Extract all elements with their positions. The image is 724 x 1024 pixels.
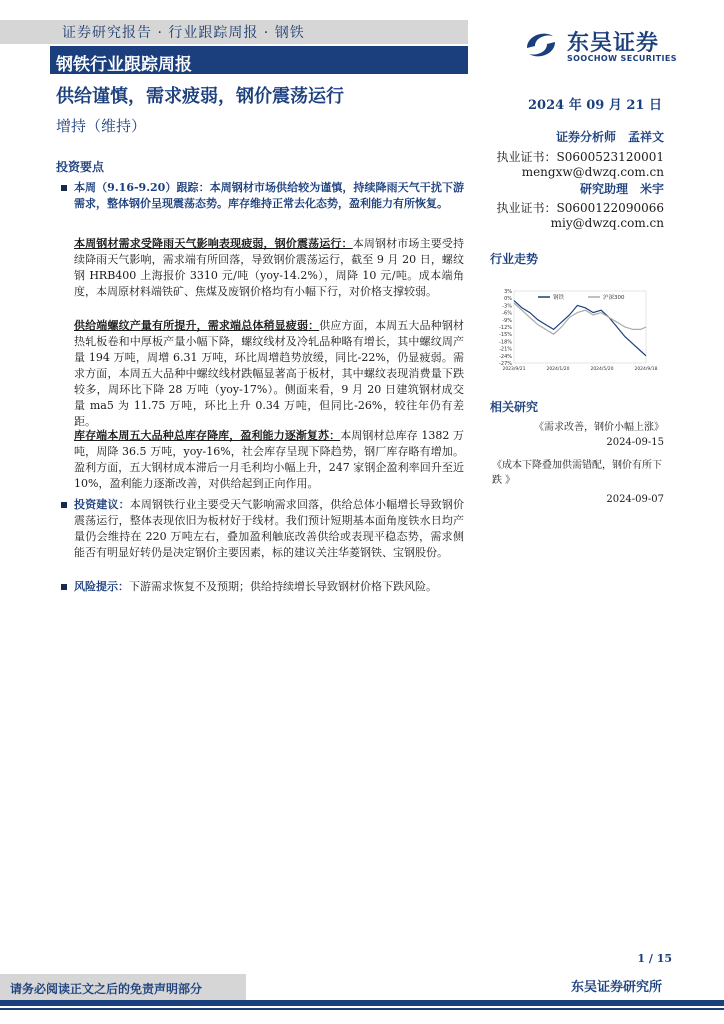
y-tick-label: -12%	[499, 325, 512, 331]
y-tick-label: -27%	[499, 361, 512, 367]
x-tick-label: 2023/9/21	[502, 367, 526, 372]
y-tick-label: -15%	[499, 332, 512, 339]
paragraph-inventory-lead: 库存端本周五大品种总库存降库，盈利能力逐渐复苏：	[74, 429, 341, 442]
x-tick-label: 2024/1/20	[546, 367, 570, 372]
assistant-name: 研究助理 米宇	[579, 182, 664, 196]
related-title: 相关研究	[490, 400, 539, 414]
paragraph-demand-lead: 本周钢材需求受降雨天气影响表现疲弱，钢价震荡运行：	[74, 237, 353, 250]
y-tick-label: -6%	[502, 310, 512, 317]
breadcrumb: 证券研究报告 · 行业跟踪周报 · 钢铁	[62, 25, 305, 41]
weekly-summary: 本周（9.16-9.20）跟踪：本周钢材市场供给较为谨慎，持续降雨天气干扰下游需求，整体钢价呈现震荡态势。库存维持正常去化态势，盈利能力有所恢复。	[74, 181, 464, 210]
related-report-date: 2024-09-07	[606, 494, 664, 505]
paragraph-inventory	[74, 428, 464, 492]
section-title: 投资要点	[56, 160, 105, 174]
risk-warning-lead: 风险提示：	[74, 580, 129, 593]
analyst-cert: 执业证书：S0600523120001	[496, 150, 664, 164]
rating: 增持（维持）	[56, 117, 147, 135]
paragraph-demand-body: 本周钢材市场主要受持续降雨天气影响，需求端有所回落，导致钢价震荡运行，截至 9 月 20 日，螺纹钢 HRB400 上海报价 3310 元/吨（yoy-14.2%），周降 10 元/吨。成本端角度，本周原材料端铁矿、焦煤及废钢价格均有小幅下行，对价格支撑较弱。	[74, 237, 465, 298]
y-tick-label: -3%	[502, 303, 512, 310]
industry-trend-chart	[490, 283, 660, 373]
report-date: 2024 年 09 月 21 日	[528, 98, 662, 113]
y-tick-label: -21%	[499, 346, 512, 353]
series-line	[514, 303, 646, 334]
related-report-date: 2024-09-15	[606, 437, 664, 448]
logo-text-en: SOOCHOW SECURITIES	[567, 54, 677, 63]
footer-rule-thin	[0, 1008, 724, 1010]
bullet-icon	[61, 584, 67, 590]
risk-warning-body: 下游需求恢复不及预期；供给持续增长导致钢材价格下跌风险。	[129, 580, 437, 593]
y-tick-label: -18%	[499, 339, 512, 346]
y-tick-label: -9%	[502, 317, 512, 324]
logo-text-cn: 东吴证券	[567, 30, 660, 56]
assistant-email[interactable]: miy@dwzq.com.cn	[550, 216, 664, 230]
page-number: 1 / 15	[637, 952, 672, 965]
investment-advice	[74, 497, 464, 561]
legend-label: 钢铁	[553, 295, 565, 301]
related-report-title[interactable]: 《需求改善，钢价小幅上涨》	[534, 422, 664, 433]
bullet-icon	[61, 502, 67, 508]
report-title: 供给谨慎，需求疲弱，钢价震荡运行	[56, 86, 344, 107]
analyst-email[interactable]: mengxw@dwzq.com.cn	[521, 165, 664, 179]
report-type: 钢铁行业跟踪周报	[56, 55, 192, 75]
soochow-logo-icon	[523, 28, 559, 62]
x-tick-label: 2024/9/18	[634, 367, 658, 372]
assistant-cert: 执业证书：S0600122090066	[496, 201, 664, 215]
paragraph-demand	[74, 236, 464, 300]
series-line	[514, 301, 646, 356]
institute-name: 东吴证券研究所	[570, 980, 662, 995]
risk-warning	[74, 579, 464, 595]
paragraph-supply	[74, 318, 464, 430]
trend-title: 行业走势	[490, 252, 539, 266]
paragraph-inventory-body: 本周钢材总库存 1382 万吨，周降 36.5 万吨，yoy-16%，社会库存呈现下降趋势，钢厂库存略有增加。盈利方面，五大钢材成本滞后一月毛利均小幅上升，247 家钢企盈利率回升至近 10%，盈利能力逐渐改善，对供给起到正向作用。	[74, 429, 464, 490]
y-tick-label: -24%	[499, 353, 512, 360]
legend-label: 沪深300	[603, 295, 625, 301]
paragraph-supply-body: 供应方面，本周五大品种钢材热轧板卷和中厚板产量小幅下降，螺纹线材及冷轧品种略有增长，其中螺纹周产量 194 万吨，周增 6.31 万吨，环比周增趋势放缓，同比-22%，仍显疲弱。需求方面，本周五大品种中螺纹线材跌幅显著高于板材，其中螺纹表现消费量下跌较多，周环比下降 28 万吨（yoy-17%）。侧面来看，9 月 20 日建筑钢材成交量 ma5 为 11.75 万吨，环比上升 0.34 万吨，但同比-26%，较往年仍有差距。	[74, 319, 464, 428]
footer-rule	[0, 1000, 724, 1006]
investment-advice-body: 本周钢铁行业主要受天气影响需求回落，供给总体小幅增长导致钢价震荡运行，整体表现依旧为板材好于线材。我们预计短期基本面角度铁水日均产量仍会维持在 220 万吨左右，叠加盈利触底改善供给或表现平稳态势，需求侧能否有明显好转仍是决定钢价主要因素，标的建议关注华菱钢铁、宝钢股份。	[74, 498, 465, 559]
y-tick-label: 0%	[504, 296, 512, 303]
related-report-title[interactable]: 《成本下降叠加供需错配，钢价有所下跌 》	[492, 460, 662, 486]
paragraph-supply-lead: 供给端螺纹产量有所提升，需求端总体稍显疲弱：	[74, 319, 320, 332]
x-tick-label: 2024/5/20	[590, 367, 614, 372]
disclaimer-text: 请务必阅读正文之后的免责声明部分	[10, 982, 203, 996]
analyst-name: 证券分析师 孟祥文	[555, 130, 664, 144]
y-tick-label: 3%	[504, 289, 512, 295]
bullet-icon	[61, 185, 67, 191]
investment-advice-lead: 投资建议：	[74, 498, 130, 511]
